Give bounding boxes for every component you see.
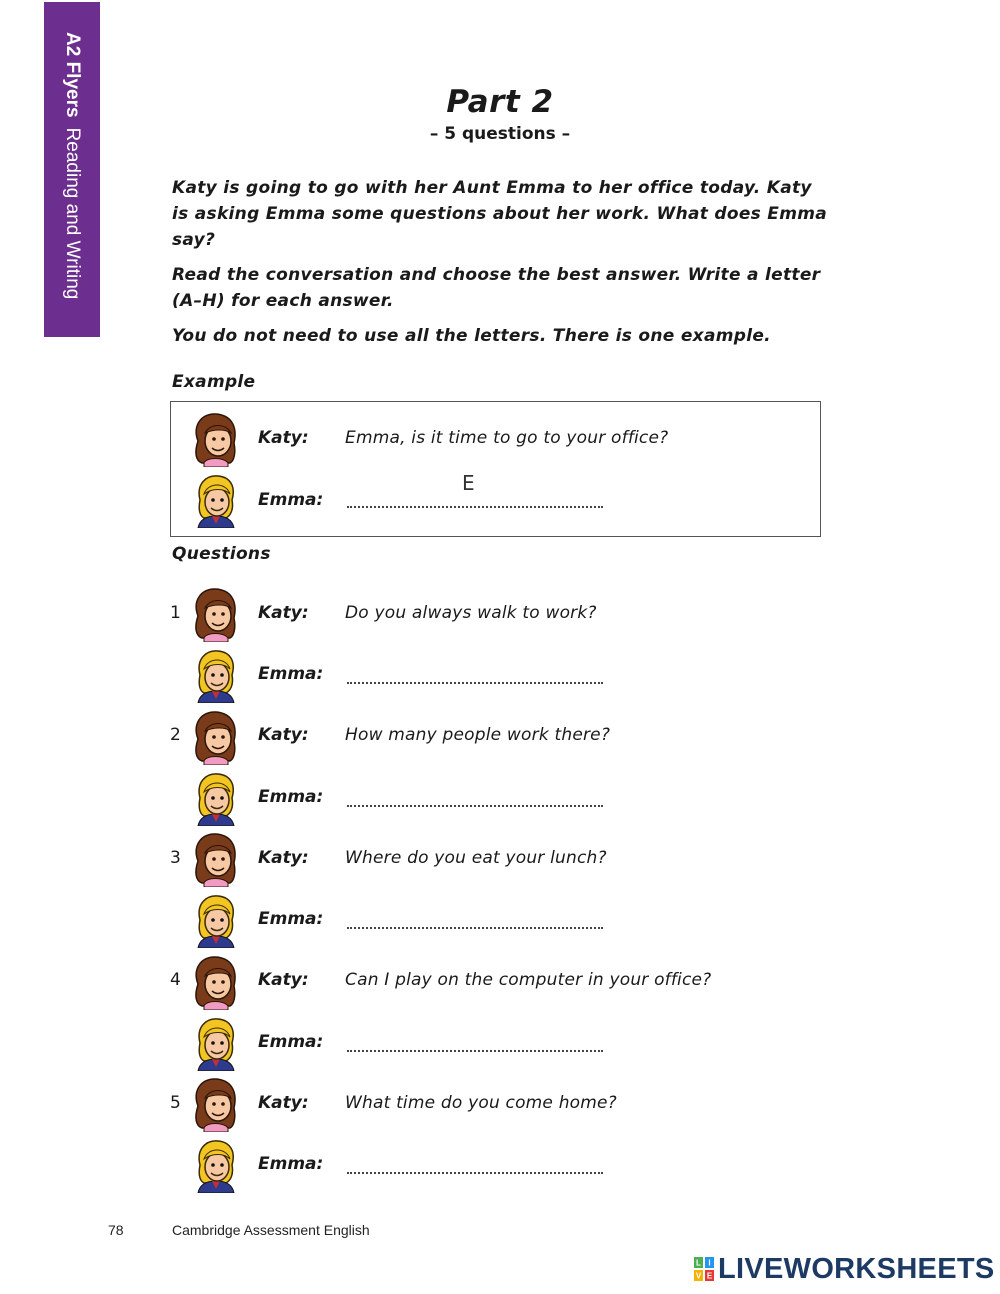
example-katy-speaker: Katy: xyxy=(258,428,309,448)
level-name: A2 Flyers xyxy=(62,32,83,118)
answer-field-1[interactable] xyxy=(347,672,603,684)
katy-speaker: Katy: xyxy=(258,1093,309,1113)
example-box xyxy=(170,401,821,537)
emma-speaker: Emma: xyxy=(258,909,324,929)
example-label: Example xyxy=(172,372,256,392)
katy-avatar-icon xyxy=(190,709,240,765)
katy-avatar-icon xyxy=(190,1076,240,1132)
emma-avatar-icon xyxy=(190,1137,240,1193)
katy-avatar-icon xyxy=(190,831,240,887)
answer-field-4[interactable] xyxy=(347,1040,603,1052)
publisher-name: Cambridge Assessment English xyxy=(172,1222,370,1238)
liveworksheets-icon xyxy=(694,1257,714,1281)
emma-avatar-icon xyxy=(190,892,240,948)
question-count: – 5 questions – xyxy=(429,124,571,144)
answer-field-2[interactable] xyxy=(347,795,603,807)
instruction-intro: Katy is going to go with her Aunt Emma to her office today. Katy is asking Emma some questions about her work. What does Emma say? xyxy=(172,178,828,250)
question-number: 3 xyxy=(170,848,181,868)
level-tab xyxy=(44,2,100,337)
katy-question: Do you always walk to work? xyxy=(345,603,597,623)
page-number: 78 xyxy=(108,1222,124,1238)
emma-speaker: Emma: xyxy=(258,1154,324,1174)
emma-speaker: Emma: xyxy=(258,1032,324,1052)
katy-speaker: Katy: xyxy=(258,848,309,868)
instruction-note: You do not need to use all the letters. There is one example. xyxy=(172,326,771,346)
answer-field-3[interactable] xyxy=(347,917,603,929)
katy-question: Can I play on the computer in your office? xyxy=(345,970,712,990)
question-number: 2 xyxy=(170,725,181,745)
katy-speaker: Katy: xyxy=(258,603,309,623)
katy-question: How many people work there? xyxy=(345,725,611,745)
answer-field-5[interactable] xyxy=(347,1162,603,1174)
instruction-task: Read the conversation and choose the best answer. Write a letter (A–H) for each answer. xyxy=(172,265,821,311)
katy-avatar-icon xyxy=(190,954,240,1010)
example-emma-speaker: Emma: xyxy=(258,490,324,510)
question-number: 4 xyxy=(170,970,181,990)
page-title: Part 2 xyxy=(446,84,554,120)
emma-avatar-icon xyxy=(190,1015,240,1071)
liveworksheets-logo[interactable] xyxy=(694,1252,995,1286)
emma-avatar-icon xyxy=(190,770,240,826)
example-katy-line: Emma, is it time to go to your office? xyxy=(345,428,669,448)
icon-letter-i: I xyxy=(708,1258,711,1268)
example-answer-line xyxy=(347,496,603,508)
example-answer: E xyxy=(462,471,475,495)
katy-question: What time do you come home? xyxy=(345,1093,617,1113)
level-tab-text xyxy=(44,2,100,337)
katy-question: Where do you eat your lunch? xyxy=(345,848,607,868)
questions-label: Questions xyxy=(172,544,271,564)
icon-letter-v: V xyxy=(695,1271,702,1281)
emma-avatar-icon xyxy=(190,472,240,528)
brand-name: LIVEWORKSHEETS xyxy=(718,1252,995,1285)
katy-avatar-icon xyxy=(190,411,240,467)
katy-speaker: Katy: xyxy=(258,725,309,745)
paper-name: Reading and Writing xyxy=(62,127,83,300)
question-number: 1 xyxy=(170,603,181,623)
emma-speaker: Emma: xyxy=(258,787,324,807)
icon-letter-e: E xyxy=(706,1271,713,1281)
icon-letter-l: L xyxy=(696,1258,701,1268)
emma-avatar-icon xyxy=(190,647,240,703)
emma-speaker: Emma: xyxy=(258,664,324,684)
katy-avatar-icon xyxy=(190,586,240,642)
katy-speaker: Katy: xyxy=(258,970,309,990)
question-number: 5 xyxy=(170,1093,181,1113)
